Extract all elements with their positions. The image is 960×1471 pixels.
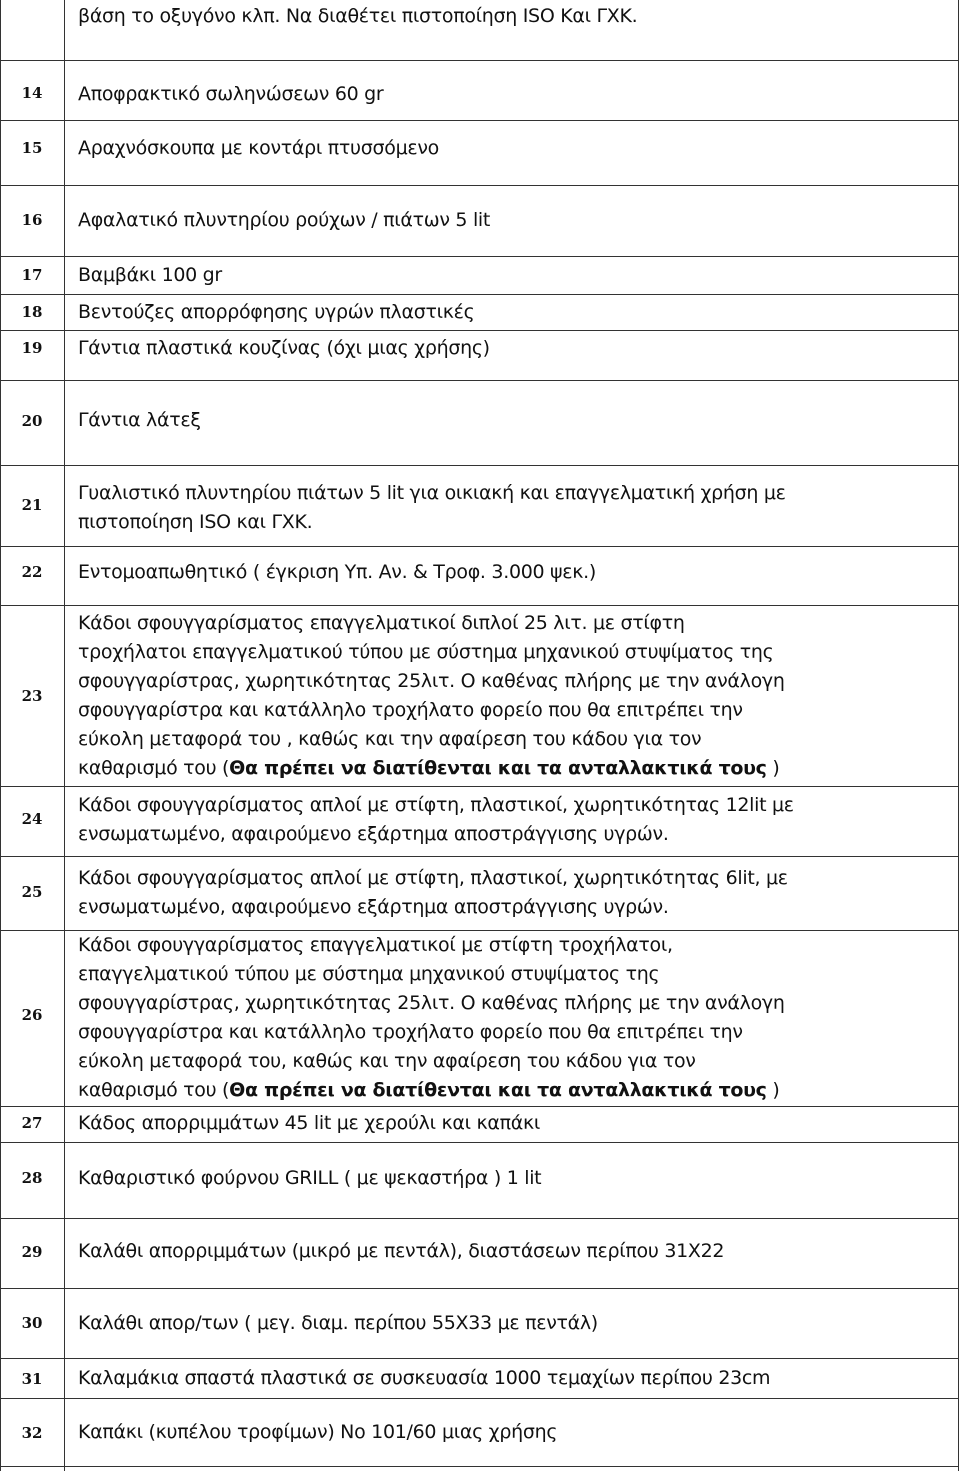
row-description (78, 1418, 938, 1447)
desc-line: Βαμβάκι 100 gr (78, 264, 222, 286)
row-number: 32 (21, 1424, 43, 1442)
desc-line: σφουγγαρίστρα και κατάλληλο τροχήλατο φορείο που θα επιτρέπει την (78, 1021, 743, 1043)
desc-line: Αποφρακτικό σωληνώσεων 60 gr (78, 83, 384, 105)
row-divider (0, 380, 958, 381)
row-number: 23 (21, 687, 43, 705)
desc-text: ) (766, 1079, 780, 1101)
row-number: 26 (21, 1006, 43, 1024)
desc-line: Καλάθι απορ/των ( μεγ. διαμ. περίπου 55Χ33 με πεντάλ) (78, 1312, 598, 1334)
desc-line: επαγγελματικού τύπου με σύστημα μηχανικού στυψίματος της (78, 963, 660, 985)
desc-text: καθαρισμό του ( (78, 1079, 230, 1101)
row-description (78, 134, 938, 163)
row-number: 24 (21, 810, 43, 828)
row-number: 20 (21, 412, 43, 430)
desc-line: βάση το οξυγόνο κλπ. Να διαθέτει πιστοποίηση ISO Και ΓΧΚ. (78, 5, 638, 27)
row-divider (0, 1398, 958, 1399)
desc-line: Κάδοι σφουγγαρίσματος απλοί με στίφτη, πλαστικοί, χωρητικότητας 12lit με (78, 794, 794, 816)
table-bottom-border (0, 1466, 958, 1467)
table-column-divider (64, 0, 65, 1471)
row-description (78, 80, 938, 109)
desc-line: Αφαλατικό πλυντηρίου ρούχων / πιάτων 5 lit (78, 209, 491, 231)
desc-line: Κάδος απορριμμάτων 45 lit με χερούλι και καπάκι (78, 1112, 540, 1134)
row-divider (0, 546, 958, 547)
row-number: 21 (21, 496, 43, 514)
desc-line: τροχήλατοι επαγγελματικού τύπου με σύστημα μηχανικού στυψίματος της (78, 641, 774, 663)
desc-line: Καπάκι (κυπέλου τροφίμων) Νο 101/60 μιας χρήσης (78, 1421, 558, 1443)
desc-text: καθαρισμό του ( (78, 757, 230, 779)
row-number: 18 (21, 303, 43, 321)
desc-line: Καλαμάκια σπαστά πλαστικά σε συσκευασία 1000 τεμαχίων περίπου 23cm (78, 1367, 771, 1389)
row-divider (0, 120, 958, 121)
row-description (78, 479, 938, 537)
row-divider (0, 1358, 958, 1359)
row-description (78, 1364, 938, 1393)
row-divider (0, 294, 958, 295)
row-description (78, 1109, 938, 1138)
desc-bold-text: Θα πρέπει να διατίθενται και τα ανταλλακτικά τους (229, 757, 767, 779)
row-description (78, 334, 938, 363)
row-divider (0, 185, 958, 186)
row-number: 16 (21, 211, 43, 229)
desc-line: σφουγγαρίστρα και κατάλληλο τροχήλατο φορείο που θα επιτρέπει την (78, 699, 743, 721)
desc-line: σφουγγαρίστρας, χωρητικότητας 25λιτ. Ο καθένας πλήρης με την ανάλογη (78, 670, 785, 692)
desc-line: Γάντια πλαστικά κουζίνας (όχι μιας χρήσης) (78, 337, 490, 359)
row-divider (0, 786, 958, 787)
row-number: 15 (21, 139, 43, 157)
row-description (78, 558, 938, 587)
row-description (78, 206, 938, 235)
row-description (78, 931, 938, 1105)
row-divider (0, 256, 958, 257)
desc-line: Εντομοαπωθητικό ( έγκριση Υπ. Αν. & Τροφ. 3.000 ψεκ.) (78, 561, 597, 583)
desc-line: ενσωματωμένο, αφαιρούμενο εξάρτημα αποστράγγισης υγρών. (78, 896, 669, 918)
row-description (78, 609, 938, 783)
row-divider (0, 1218, 958, 1219)
desc-line: Γυαλιστικό πλυντηρίου πιάτων 5 lit για οικιακή και επαγγελματική χρήση με (78, 482, 786, 504)
row-description (78, 406, 938, 435)
row-divider (0, 465, 958, 466)
row-number: 30 (21, 1314, 43, 1332)
row-divider (0, 330, 958, 331)
row-description (78, 298, 938, 327)
row-divider (0, 60, 958, 61)
desc-line: Καλάθι απορριμμάτων (μικρό με πεντάλ), διαστάσεων περίπου 31Χ22 (78, 1240, 725, 1262)
desc-line: πιστοποίηση ISO και ΓΧΚ. (78, 511, 313, 533)
table-right-border (958, 0, 959, 1471)
desc-bold-text: Θα πρέπει να διατίθενται και τα ανταλλακτικά τους (229, 1079, 767, 1101)
row-number: 22 (21, 563, 43, 581)
desc-line: Κάδοι σφουγγαρίσματος επαγγελματικοί διπλοί 25 λιτ. με στίφτη (78, 612, 685, 634)
desc-line: εύκολη μεταφορά του, καθώς και την αφαίρεση του κάδου για τον (78, 1050, 696, 1072)
desc-line: Κάδοι σφουγγαρίσματος επαγγελματικοί με στίφτη τροχήλατοι, (78, 934, 673, 956)
desc-text: ) (766, 757, 780, 779)
desc-line: Καθαριστικό φούρνου GRILL ( με ψεκαστήρα ) 1 lit (78, 1167, 542, 1189)
desc-line: Βεντούζες απορρόφησης υγρών πλαστικές (78, 301, 475, 323)
row-number: 19 (21, 339, 43, 357)
row-description (78, 261, 938, 290)
desc-line: σφουγγαρίστρας, χωρητικότητας 25λιτ. Ο καθένας πλήρης με την ανάλογη (78, 992, 785, 1014)
desc-line: εύκολη μεταφορά του , καθώς και την αφαίρεση του κάδου για τον (78, 728, 702, 750)
row-number: 27 (21, 1114, 43, 1132)
desc-line (78, 1076, 938, 1105)
desc-line: ενσωματωμένο, αφαιρούμενο εξάρτημα αποστράγγισης υγρών. (78, 823, 669, 845)
row-divider (0, 605, 958, 606)
row-number: 29 (21, 1243, 43, 1261)
row-number: 28 (21, 1169, 43, 1187)
desc-line: Γάντια λάτεξ (78, 409, 201, 431)
desc-line (78, 754, 938, 783)
row-divider (0, 1288, 958, 1289)
row-divider (0, 856, 958, 857)
desc-line: Κάδοι σφουγγαρίσματος απλοί με στίφτη, πλαστικοί, χωρητικότητας 6lit, με (78, 867, 788, 889)
row-number: 14 (21, 84, 43, 102)
row-description (78, 2, 938, 31)
row-description (78, 791, 938, 849)
row-number: 17 (21, 266, 43, 284)
row-number: 31 (21, 1370, 43, 1388)
row-description (78, 1309, 938, 1338)
desc-line: Αραχνόσκουπα με κοντάρι πτυσσόμενο (78, 137, 439, 159)
row-description (78, 1237, 938, 1266)
row-divider (0, 1106, 958, 1107)
row-description (78, 1164, 938, 1193)
row-divider (0, 1142, 958, 1143)
row-number: 25 (21, 883, 43, 901)
row-description (78, 864, 938, 922)
